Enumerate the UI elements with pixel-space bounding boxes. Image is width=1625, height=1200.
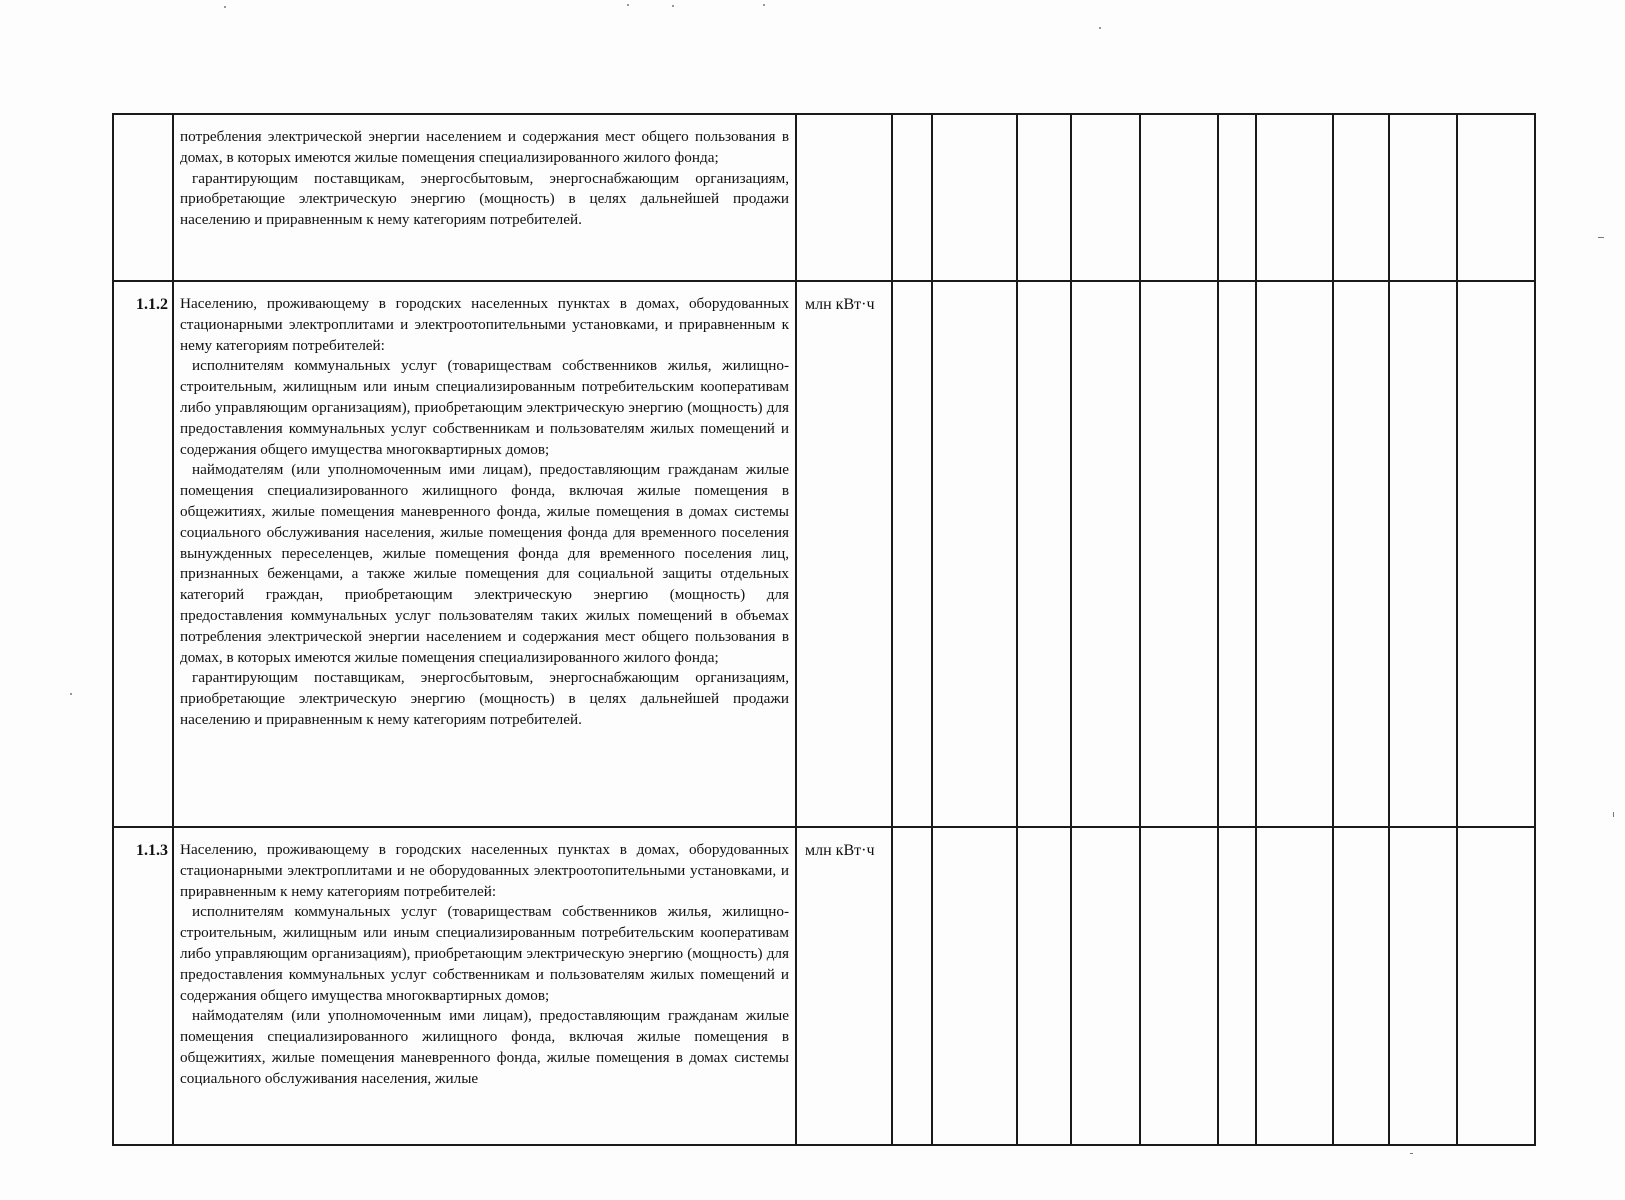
value-cell [1140, 827, 1218, 1145]
value-cell [1218, 827, 1256, 1145]
value-cell [1256, 827, 1333, 1145]
scan-speck [763, 4, 765, 6]
value-cell [1140, 281, 1218, 827]
description-paragraph: гарантирующим поставщикам, энергосбытовым, энергоснабжающим организациям, приобретающие электрическую энергию (мощность) в целях дальнейшей продажи населению и приравненным к нему категориям потребителей. [180, 669, 789, 728]
value-cell [1389, 827, 1457, 1145]
row-description [173, 827, 796, 1145]
value-cell [1333, 281, 1389, 827]
scan-speck [1613, 812, 1614, 817]
value-cell [1333, 827, 1389, 1145]
value-cell [1071, 281, 1140, 827]
row-unit [796, 114, 892, 281]
description-paragraph: наймодателям (или уполномоченным ими лицам), предоставляющим гражданам жилые помещения специализированного жилищного фонда, включая жилые помещения в общежитиях, жилые помещения маневренного фонда, жилые помещения в домах системы социального обслуживания населения, жилые помещения фонда для временного поселения вынужденных переселенцев, жилые помещения фонда для временного поселения лиц, признанных беженцами, а также жилые помещения для социальной защиты отдельных категорий граждан, приобретающим электрическую энергию (мощность) для предоставления коммунальных услуг пользователям таких жилых помещений в объемах потребления электрической энергии населением и содержания мест общего пользования в домах, в которых имеются жилые помещения специализированного жилого фонда; [180, 461, 789, 666]
description-paragraph: исполнителям коммунальных услуг (товариществам собственников жилья, жилищно-строительным, жилищным или иным специализированным потребительским кооперативам либо управляющим организациям), приобретающим электрическую энергию (мощность) для предоставления коммунальных услуг собственникам и пользователям жилых помещений и содержания общего имущества многоквартирных домов; [180, 903, 789, 1004]
value-cell [932, 827, 1017, 1145]
tariff-table [112, 113, 1536, 1146]
value-cell [1389, 281, 1457, 827]
value-cell [892, 827, 932, 1145]
value-cell [1256, 281, 1333, 827]
value-cell [1389, 114, 1457, 281]
value-cell [1017, 827, 1071, 1145]
row-description [173, 114, 796, 281]
row-number: 1.1.3 [113, 827, 173, 1145]
value-cell [892, 281, 932, 827]
value-cell [1457, 114, 1535, 281]
row-number: 1.1.2 [113, 281, 173, 827]
value-cell [1017, 281, 1071, 827]
description-paragraph: исполнителям коммунальных услуг (товариществам собственников жилья, жилищно-строительным, жилищным или иным специализированным потребительским кооперативам либо управляющим организациям), приобретающим электрическую энергию (мощность) для предоставления коммунальных услуг собственникам и пользователям жилых помещений и содержания общего имущества многоквартирных домов; [180, 357, 789, 458]
description-paragraph: гарантирующим поставщикам, энергосбытовым, энергоснабжающим организациям, приобретающие электрическую энергию (мощность) в целях дальнейшей продажи населению и приравненным к нему категориям потребителей. [180, 169, 789, 229]
description-paragraph: Населению, проживающему в городских населенных пунктах в домах, оборудованных стационарными электроплитами и электроотопительными установками, и приравненным к нему категориям потребителей: [180, 295, 789, 354]
value-cell [892, 114, 932, 281]
scan-speck [70, 693, 72, 695]
value-cell [932, 114, 1017, 281]
scan-speck [1410, 1153, 1413, 1154]
scan-speck [224, 6, 226, 8]
table-row [113, 114, 1535, 281]
value-cell [1333, 114, 1389, 281]
value-cell [1071, 114, 1140, 281]
description-paragraph: наймодателям (или уполномоченным ими лицам), предоставляющим гражданам жилые помещения специализированного жилищного фонда, включая жилые помещения в общежитиях, жилые помещения маневренного фонда, жилые помещения в домах системы социального обслуживания населения, жилые [180, 1007, 789, 1087]
value-cell [1218, 281, 1256, 827]
value-cell [1071, 827, 1140, 1145]
row-number [113, 114, 173, 281]
table-row [113, 281, 1535, 827]
scan-speck [1099, 27, 1101, 29]
value-cell [932, 281, 1017, 827]
scan-speck [627, 4, 629, 6]
value-cell [1256, 114, 1333, 281]
value-cell [1457, 281, 1535, 827]
row-unit: млн кВт·ч [796, 827, 892, 1145]
value-cell [1218, 114, 1256, 281]
description-paragraph: потребления электрической энергии населением и содержания мест общего пользования в домах, в которых имеются жилые помещения специализированного жилого фонда; [180, 128, 789, 166]
row-unit: млн кВт·ч [796, 281, 892, 827]
value-cell [1017, 114, 1071, 281]
row-description [173, 281, 796, 827]
table-row [113, 827, 1535, 1145]
description-paragraph: Населению, проживающему в городских населенных пунктах в домах, оборудованных стационарными электроплитами и не оборудованных электроотопительными установками, и приравненным к нему категориям потребителей: [180, 841, 789, 900]
scan-speck [1598, 237, 1604, 238]
value-cell [1457, 827, 1535, 1145]
scan-speck [672, 5, 674, 7]
value-cell [1140, 114, 1218, 281]
